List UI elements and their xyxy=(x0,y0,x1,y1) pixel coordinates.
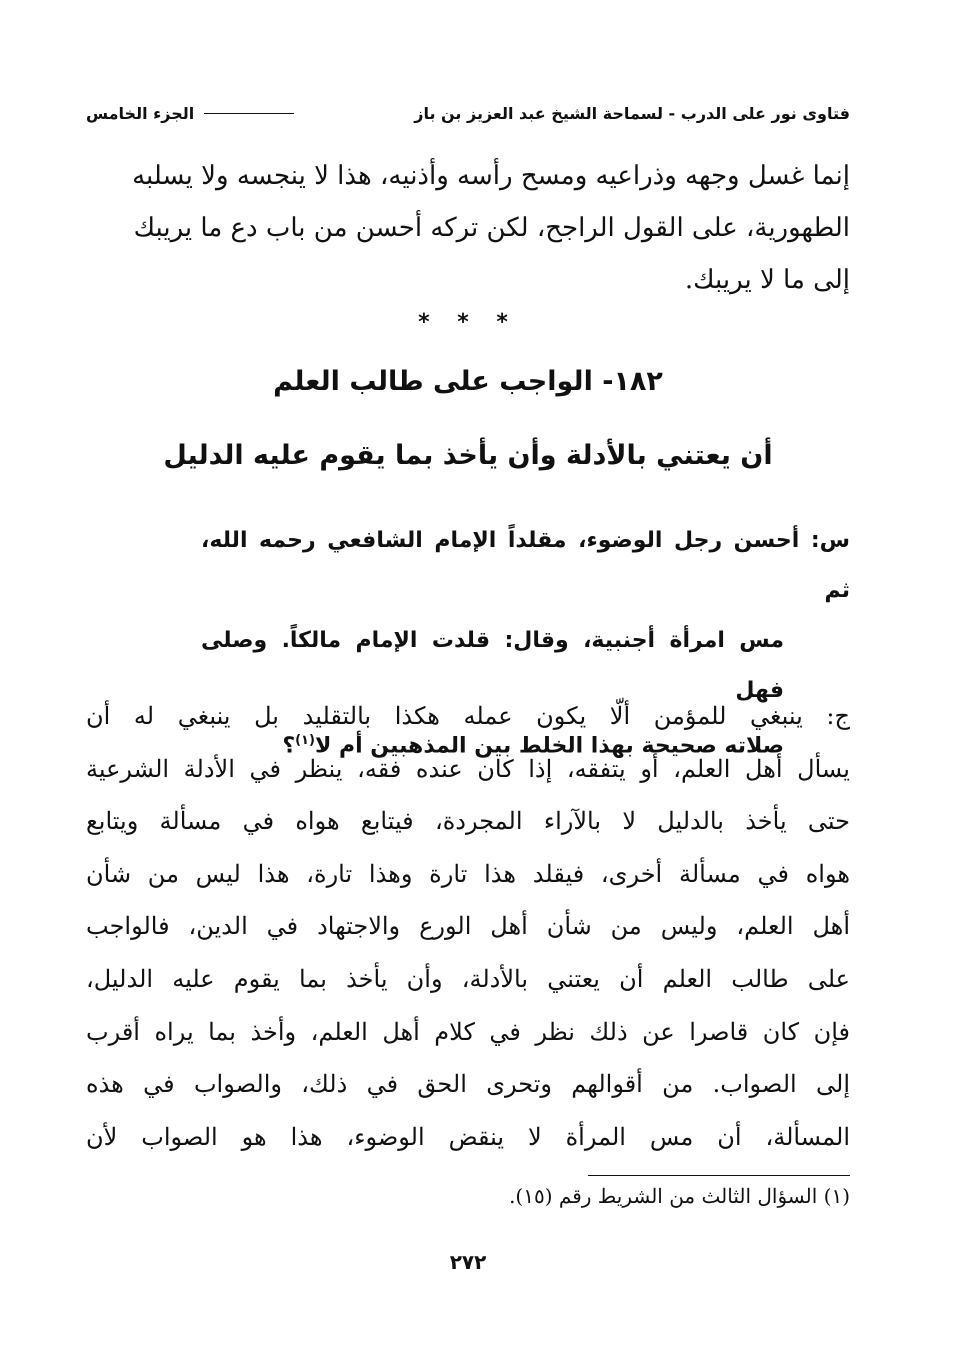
fatwa-subtitle: أن يعتني بالأدلة وأن يأخذ بما يقوم عليه الدليل xyxy=(163,440,773,471)
page-number: ٢٧٢ xyxy=(449,1250,487,1274)
section-separator: * * * xyxy=(418,310,518,335)
footnote-divider xyxy=(588,1175,850,1176)
question-line: مس امرأة أجنبية، وقال: قلدت الإمام مالكاً. وصلى فهل xyxy=(201,628,784,703)
answer-line: إلى الصواب. من أقوالهم وتحرى الحق في ذلك، والصواب في هذه xyxy=(86,1070,850,1099)
answer-line: حتى يأخذ بالدليل لا بالآراء المجردة، فيتابع هواه في مسألة ويتابع xyxy=(86,807,851,836)
answer-line: المسألة، أن مس المرأة لا ينقض الوضوء، هذا هو الصواب لأن xyxy=(86,1122,850,1151)
header-volume: الجزء الخامس xyxy=(86,103,195,123)
question-mark: ؟ xyxy=(282,733,296,759)
answer-line: هواه في مسألة أخرى، فيقلد هذا تارة وهذا تارة، هذا ليس من شأن xyxy=(86,859,850,888)
answer-block xyxy=(86,690,850,1163)
answer-line: على طالب العلم أن يعتني بالأدلة، وأن يأخذ بما يقوم عليه الدليل، xyxy=(86,964,850,993)
answer-line: يسأل أهل العلم، أو يتفقه، إذا كان عنده فقه، ينظر في الأدلة الشرعية xyxy=(86,754,850,783)
footnote-marker[interactable]: (١) xyxy=(295,733,315,748)
answer-line: فإن كان قاصرا عن ذلك نظر في كلام أهل العلم، وأخذ بما يراه أقرب xyxy=(86,1017,850,1046)
question-line-text: صلاته صحيحة بهذا الخلط بين المذهبين أم لا xyxy=(314,733,784,759)
footnote-text: (١) السؤال الثالث من الشريط رقم (١٥). xyxy=(509,1184,850,1208)
intro-line: إلى ما لا يريبك. xyxy=(684,265,850,295)
header-rule xyxy=(204,113,294,114)
running-header xyxy=(86,96,850,130)
header-book-title: فتاوى نور على الدرب - لسماحة الشيخ عبد العزيز بن باز xyxy=(414,103,850,123)
book-page xyxy=(86,0,850,1369)
header-volume-group xyxy=(86,104,298,123)
answer-line: ج: ينبغي للمؤمن ألّا يكون عمله هكذا بالتقليد بل ينبغي له أن xyxy=(86,702,850,730)
answer-line: أهل العلم، وليس من شأن أهل الورع والاجتهاد في الدين، فالواجب xyxy=(86,912,850,941)
fatwa-title: ١٨٢- الواجب على طالب العلم xyxy=(273,366,663,397)
intro-paragraph xyxy=(86,150,850,306)
question-line: س: أحسن رجل الوضوء، مقلداً الإمام الشافعي رحمه الله، ثم xyxy=(201,528,850,603)
intro-line: إنما غسل وجهه وذراعيه ومسح رأسه وأذنيه، هذا لا ينجسه ولا يسلبه xyxy=(132,161,850,191)
intro-line: الطهورية، على القول الراجح، لكن تركه أحسن من باب دع ما يريبك xyxy=(133,213,850,243)
